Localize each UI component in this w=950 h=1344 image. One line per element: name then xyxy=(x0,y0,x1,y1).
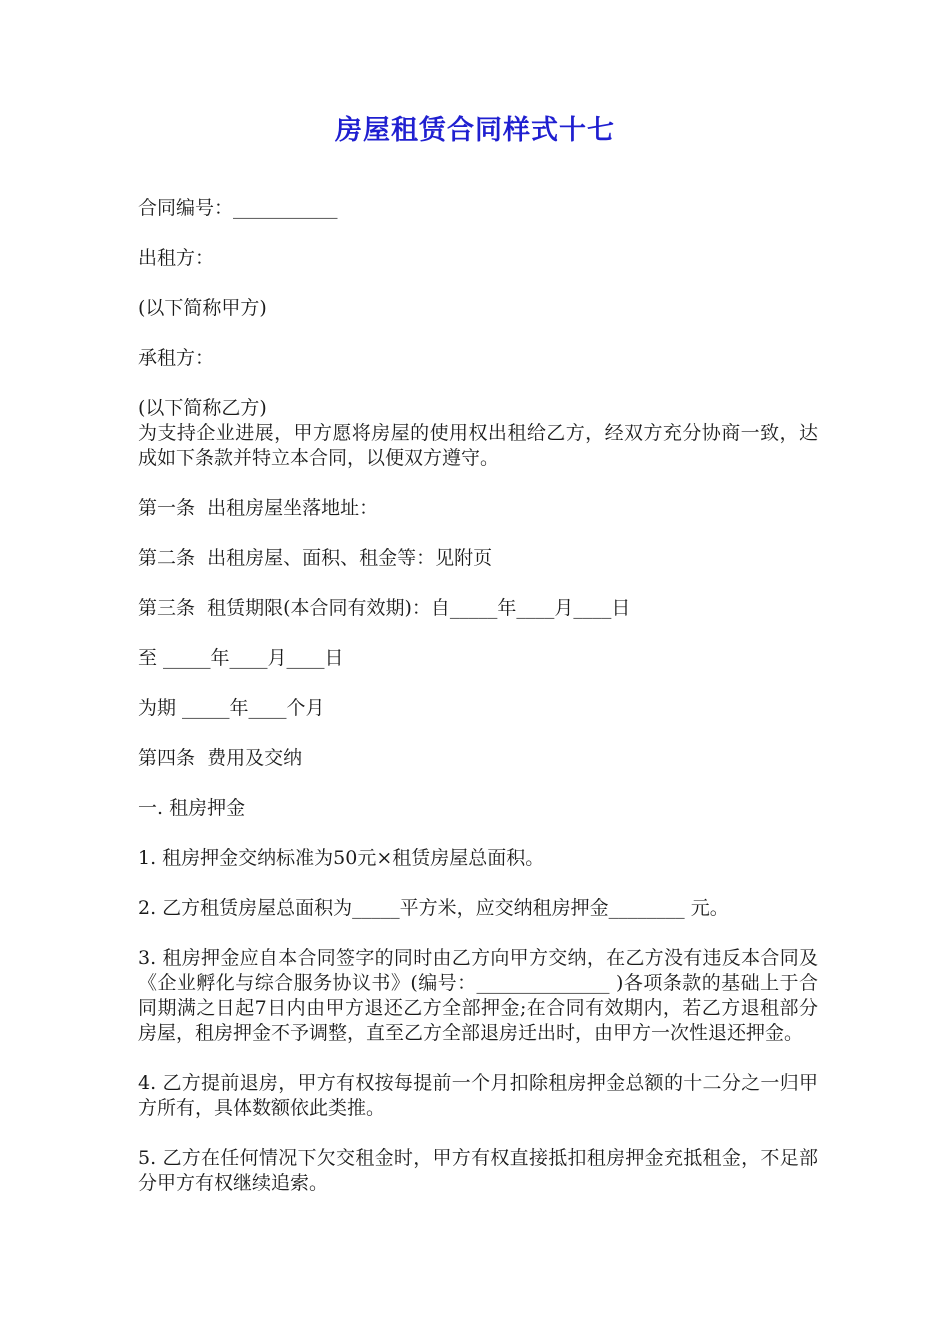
document-title: 房屋租赁合同样式十七 xyxy=(335,115,615,146)
contract-number-line: 合同编号：___________ xyxy=(138,197,338,219)
lessor-alias-line: (以下简称甲方) xyxy=(138,297,267,319)
deposit-item-2: 2. 乙方租赁房屋总面积为_____平方米，应交纳租房押金________ 元。 xyxy=(138,897,729,919)
deposit-item-1: 1. 租房押金交纳标准为50元×租赁房屋总面积。 xyxy=(138,847,545,869)
article-3-duration: 为期 _____年____个月 xyxy=(138,697,325,719)
deposit-item-5: 5. 乙方在任何情况下欠交租金时，甲方有权直接抵扣租房押金充抵租金，不足部分甲方有权继续追索。 xyxy=(138,1147,818,1194)
article-1: 第一条 出租房屋坐落地址： xyxy=(138,497,379,519)
article-3-end-date: 至 _____年____月____日 xyxy=(138,647,344,669)
deposit-item-4: 4. 乙方提前退房，甲方有权按每提前一个月扣除租房押金总额的十二分之一归甲方所有，具体数额依此类推。 xyxy=(138,1072,818,1119)
document-body xyxy=(138,196,818,1221)
section-deposit-heading: 一. 租房押金 xyxy=(138,797,246,819)
lessee-alias-line: (以下简称乙方) xyxy=(138,397,267,419)
preamble-paragraph: 为支持企业进展，甲方愿将房屋的使用权出租给乙方，经双方充分协商一致，达成如下条款并特立本合同，以便双方遵守。 xyxy=(138,422,818,469)
article-4: 第四条 费用及交纳 xyxy=(138,747,303,769)
deposit-item-3: 3. 租房押金应自本合同签字的同时由乙方向甲方交纳，在乙方没有违反本合同及《企业孵化与综合服务协议书》(编号：______________ )各项条款的基础上于合同期满之日起7日内由甲方退还乙方全部押金;在合同有效期内，若乙方退租部分房屋，租房押金不予调整，直至乙方全部退房迁出时，由甲方一次性退还押金。 xyxy=(138,947,818,1044)
article-3: 第三条 租赁期限(本合同有效期)：自_____年____月____日 xyxy=(138,597,631,619)
lessor-line: 出租方： xyxy=(138,247,215,269)
lessee-line: 承租方： xyxy=(138,347,215,369)
article-2: 第二条 出租房屋、面积、租金等：见附页 xyxy=(138,547,493,569)
